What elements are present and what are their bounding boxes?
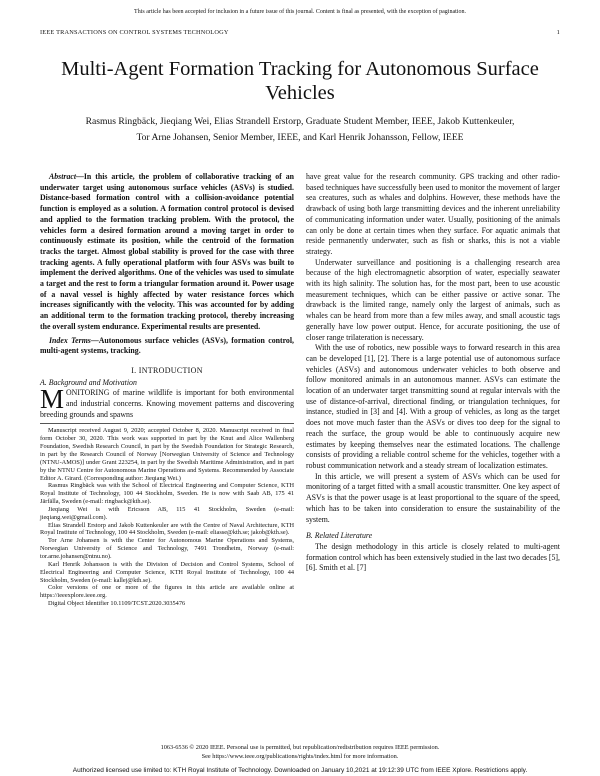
- journal-name: IEEE TRANSACTIONS ON CONTROL SYSTEMS TECHNOLOGY: [40, 29, 229, 36]
- copyright-line: 1063-6536 © 2020 IEEE. Personal use is permitted, but republication/redistribution requires IEEE permission.: [160, 744, 440, 751]
- subsection-heading: A. Background and Motivation: [40, 377, 137, 387]
- section-heading: I. INTRODUCTION: [131, 365, 203, 375]
- publication-notice: This article has been accepted for inclusion in a future issue of this journal. Content is final as presented, with the exception of pagination.: [134, 9, 466, 15]
- right-column: [306, 172, 560, 574]
- author-line-2: Tor Arne Johansen, Senior Member, IEEE, and Karl Henrik Johansson, Fellow, IEEE: [136, 132, 464, 143]
- abstract-text: In this article, the problem of collaborative tracking of an underwater target using autonomous surface vehicles (ASVs) is studied. Distance-based formation control with a collision-avoidance potential function is employed as a solution. A formation control protocol is devised and applied to the formation tracking problem. With the protocol, the vehicles form a desired formation around a moving target in order to continuously estimate its position, while the centroid of the formation tracks the target. Almost global stability is proved for the case with three tracking agents. A fully operational platform with four ASVs was built to implement the derived algorithms. One of the vehicles was used to simulate a target and the rest to form a triangular formation around it. Power usage of a naval vessel is highly affected by water resistance forces which increases significantly with the velocity. This was accounted for by adding an additional term to the formation tracking protocol, thereby increasing the overall system endurance. Experimental results are presented.: [40, 172, 294, 331]
- body-paragraph: The design methodology in this article is closely related to multi-agent formation control which has been extensively studied in the last two decades [5], [6]. Smith et al. [7]: [306, 541, 560, 573]
- footnote-author: Jieqiang Wei is with Ericsson AB, 115 41 Stockholm, Sweden (e-mail: jieqiang.wei@gmail.com).: [40, 505, 294, 521]
- footnote-author: Tor Arne Johansen is with the Center for Autonomous Marine Operations and Systems, Norwegian University of Science and Technology, 7491 Trondheim, Norway (e-mail: tor.arne.johansen@ntnu.no).: [40, 537, 294, 560]
- author-line-1: Rasmus Ringbäck, Jieqiang Wei, Elias Strandell Erstorp, Graduate Student Member, IEEE, Jakob Kuttenkeuler,: [85, 116, 515, 127]
- abstract: Abstract—In this article, the problem of collaborative tracking of an underwater target using autonomous surface vehicles (ASVs) is studied. Distance-based formation control with a collision-avoidance potential function is employed as a solution. A formation control protocol is devised and applied to the formation tracking problem. With the protocol, the vehicles form a desired formation around a moving target in order to continuously estimate its position, while the centroid of the formation tracks the target. Almost global stability is proved for the case with three tracking agents. A fully operational platform with four ASVs was built to implement the derived algorithms. One of the vehicles was used to simulate a target and the rest to form a triangular formation around it. Power usage of a naval vessel is highly affected by water resistance forces which increases significantly with the velocity. This was accounted for by adding an additional term to the formation tracking protocol, thereby increasing the overall system endurance. Experimental results are presented.: [40, 172, 294, 331]
- abstract-label: Abstract: [49, 172, 77, 181]
- left-column: [40, 172, 294, 608]
- drop-cap: M: [40, 384, 65, 415]
- footnote-author: Elias Strandell Erstorp and Jakob Kuttenkeuler are with the Centre of Naval Architecture, KTH Royal Institute of Technology, 100 44 Stockholm, Sweden (e-mail: eliasse@kth.se; jakob@kth.se).: [40, 521, 294, 537]
- footnote-color-figures: Color versions of one or more of the figures in this article are available online at https://ieeexplore.ieee.org.: [40, 584, 294, 600]
- intro-paragraph: [40, 384, 294, 420]
- license-watermark: Authorized licensed use limited to: KTH Royal Institute of Technology. Downloaded on January 10,2021 at 19:12:39 UTC from IEEE Xplore. Restrictions apply.: [72, 767, 528, 774]
- body-paragraph: Underwater surveillance and positioning is a challenging research area because of the high electromagnetic absorption of water, especially seawater with its high salinity. The solution has, for the most part, been to use acoustic measurement techniques, which can be either passive or active sonar. The drawback is the limited range, namely only the largest of animals, such as whales can be heard from more than a few miles away, and small acoustic tags generally have low power output. Hence, for accurate positioning, the use of closer range trilateration is necessary.: [306, 257, 560, 342]
- footnote-author: Karl Henrik Johansson is with the Division of Decision and Control Systems, School of Electrical Engineering and Computer Science, KTH Royal Institute of Technology, 100 44 Stockholm, Sweden (e-mail: kallej@kth.se).: [40, 560, 294, 584]
- subsection-heading: B. Related Literature: [306, 531, 373, 541]
- body-paragraph: have great value for the research community. GPS tracking and other radio-based techniques have successfully been used to monitor the movement of larger sea creatures, such as whales and dolphins. However, these methods have the drawback of using both large transmitting devices and the inherent unreliability of communicating information under water. Usually, positioning of the animals can only be done at certain times when they surface. For aquatic animals that reside permanently underwater, such as fish or sharks, this is not a viable strategy.: [306, 172, 560, 256]
- copyright-notice: [40, 744, 560, 761]
- body-paragraph: With the use of robotics, new possible ways to forward research in this area can be developed [1], [2]. There is a large potential use of autonomous surface vehicles (ASVs) and autonomous underwater vehicles to both observe and follow monitored animals in an autonomous manner. ASVs can estimate the location of an underwater target transmitting sound at regular intervals with the use of distance-of-arrival, directional finding, or triangulation techniques, for instance, studied in [3] and [4]. With a group of vehicles, as long as the target does not move much faster than the ASVs or dives too deep for the signal to reach the surface, the group would be able to continuously acquire new estimates by keeping themselves near the estimated locations. The challenge consists of providing a reliable control scheme for the vehicles, together with a robust communication network and a steady stream of localization estimates.: [306, 343, 560, 470]
- rights-link-line: See https://www.ieee.org/publications/rights/index.html for more information.: [201, 752, 399, 760]
- footnote-author: Rasmus Ringbäck was with the School of Electrical Engineering and Computer Science, KTH Royal Institute of Technology, 100 44 Stockholm, Sweden. He is now with Saab AB, 175 41 Järfälla, Sweden (e-mail: ringback@kth.se).: [40, 482, 294, 506]
- index-terms-text: Autonomous surface vehicles (ASVs), formation control, multi-agent systems, tracking.: [40, 335, 294, 356]
- body-paragraph: In this article, we will present a system of ASVs which can be used for monitoring of a target fitted with a small acoustic transmitter. One key aspect of ASVs is that the power usage is at least proportional to the square of the speed, which has to be taken into consideration to ensure the sustainability of the system.: [306, 471, 560, 524]
- footnote-manuscript: Manuscript received August 9, 2020; accepted October 8, 2020. Manuscript received in final form October 30, 2020. This work was supported in part by the Knut and Alice Wallenberg Foundation, Swedish Research Council, in part by the Swedish Foundation for Strategic Research, in part by the Research Council of Norway [Norwegian University of Science and Technology (NTNU-AMOS)] under Grant 223254, in part by the Swedish Maritime Administration, and in part by the NTNU Centre for Autonomous Marine Operations and Systems. Recommended by Associate Editor A. Girard. (Corresponding author: Jieqiang Wei.): [40, 427, 294, 482]
- running-header: [40, 29, 560, 36]
- footnotes: [40, 423, 294, 607]
- author-list: [40, 114, 560, 146]
- page-number: 1: [556, 29, 560, 36]
- paper-title: Multi-Agent Formation Tracking for Autonomous Surface Vehicles: [61, 58, 539, 104]
- intro-text: ONITORING of marine wildlife is important for both environmental and industrial concerns. Knowing movement patterns and discovering breeding grounds and spawns: [40, 388, 294, 419]
- footnote-doi: Digital Object Identifier 10.1109/TCST.2020.3035476: [48, 600, 186, 608]
- index-terms: Index Terms—Autonomous surface vehicles (ASVs), formation control, multi-agent systems, tracking.: [40, 335, 294, 356]
- index-terms-label: Index Terms: [49, 335, 91, 345]
